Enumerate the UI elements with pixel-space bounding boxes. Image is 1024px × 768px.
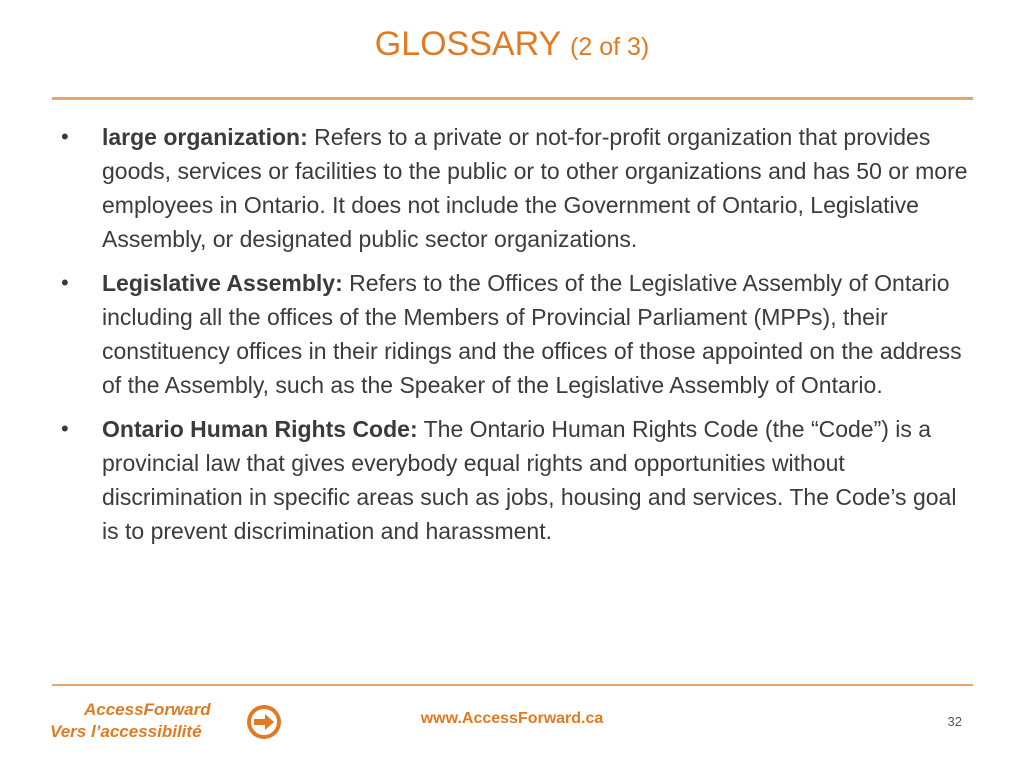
glossary-item-legislative-assembly (58, 266, 970, 402)
logo-text-french: Vers l’accessibilité (50, 722, 202, 741)
definition: Refers to a private or not-for-profit organization that provides goods, services or facilities to the public or to other organizations and has 50 or more employees in Ontario. It does not include the Government of Ontario, Legislative Assembly, or designated public sector organizations. (102, 124, 968, 252)
glossary-list (58, 120, 970, 558)
glossary-item-large-organization (58, 120, 970, 256)
page-number: 32 (947, 714, 962, 729)
bottom-divider (52, 684, 973, 686)
definition: The Ontario Human Rights Code (the “Code”) is a provincial law that gives everybody equal rights and opportunities without discrimination in specific areas such as jobs, housing and services. The Code’s goal is to prevent discrimination and harassment. (102, 416, 957, 544)
bullet: • (61, 416, 69, 441)
term: large organization: (102, 124, 308, 150)
definition: Refers to the Offices of the Legislative Assembly of Ontario including all the offices of the Members of Provincial Parliament (MPPs), their constituency offices in their ridings and the offices of those appointed on the address of the Assembly, such as the Speaker of the Legislative Assembly of Ontario. (102, 270, 962, 398)
glossary-item-human-rights-code (58, 412, 970, 548)
footer-url: www.AccessForward.ca (420, 710, 604, 727)
bullet: • (61, 270, 69, 295)
title-main: GLOSSARY (374, 25, 561, 63)
title-subtitle: (2 of 3) (570, 33, 650, 61)
top-divider (52, 97, 973, 100)
bullet: • (61, 124, 69, 149)
logo-text-english: AccessForward (84, 700, 211, 719)
term: Legislative Assembly: (102, 270, 343, 296)
term: Ontario Human Rights Code: (102, 416, 418, 442)
slide-title (0, 22, 1024, 69)
